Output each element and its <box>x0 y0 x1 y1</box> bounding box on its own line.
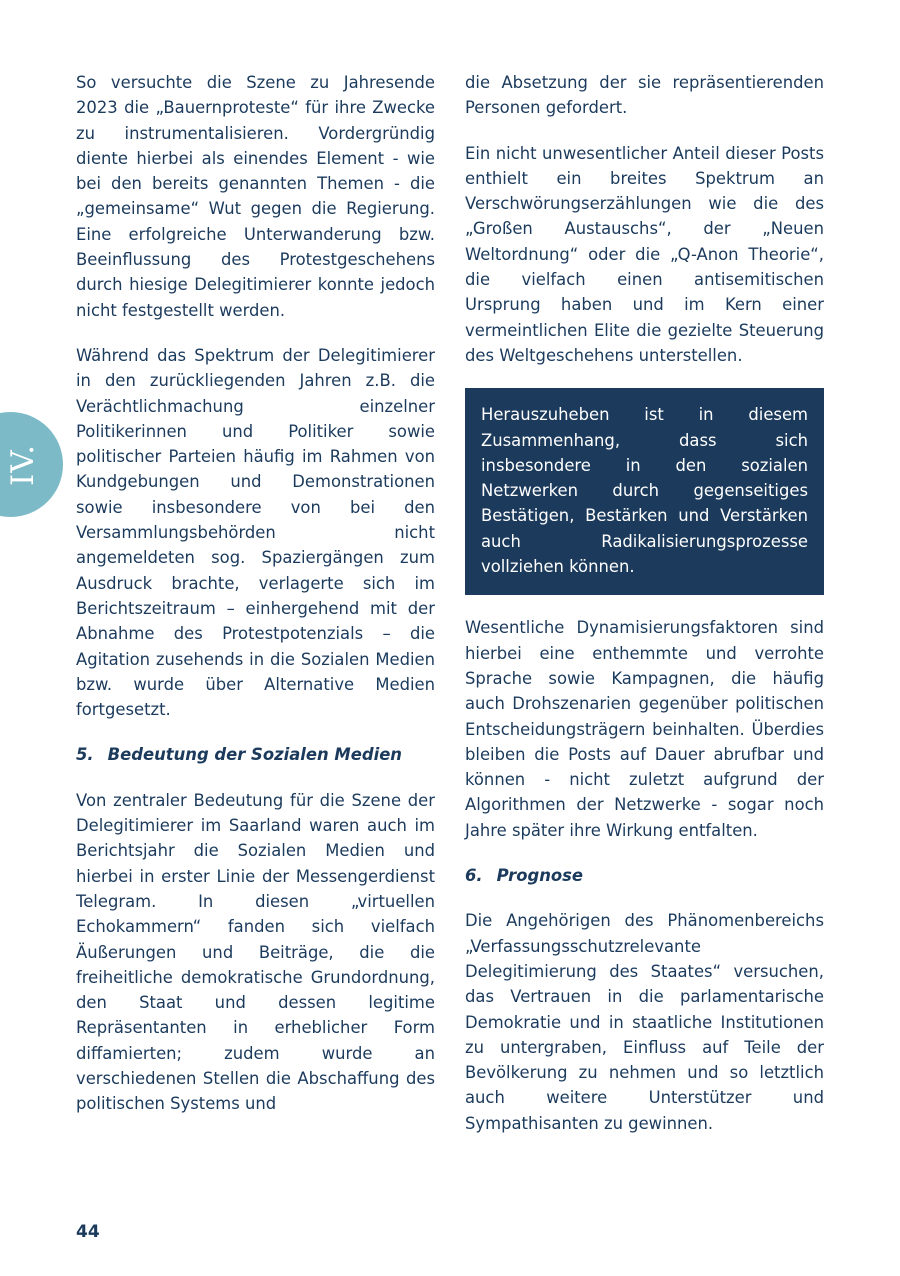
paragraph: So versuchte die Szene zu Jahresende 2023 die „Bauernproteste“ für ihre Zwecke zu instrumentalisieren. Vordergründig diente hierbei als einendes Element - wie bei den bereits genannten Themen - die „gemeinsame“ Wut gegen die Regierung. Eine erfolgreiche Unterwanderung bzw. Beeinflussung des Protestgeschehens durch hiesige Delegitimierer konnte jedoch nicht festgestellt werden. <box>76 73 435 320</box>
section-number: 6. <box>465 866 483 886</box>
callout-box <box>465 388 824 595</box>
paragraph: Wesentliche Dynamisierungsfaktoren sind hierbei eine enthemmte und verrohte Sprache sowie Kampagnen, die häufig auch Drohszenarien gegenüber politischen Entscheidungsträgern beinhalten. Überdies bleiben die Posts auf Dauer abrufbar und können - nicht zuletzt aufgrund der Algorithmen der Netzwerke - sogar noch Jahre später ihre Wirkung entfalten. <box>465 618 824 840</box>
section-heading-5 <box>76 742 435 767</box>
left-column <box>76 70 435 1136</box>
paragraph: Während das Spektrum der Delegitimierer in den zurückliegenden Jahren z.B. die Verächtlichmachung einzelner Politikerinnen und Politiker sowie politischer Parteien häufig im Rahmen von Kundgebungen und Demonstrationen sowie insbesondere von bei den Versammlungsbehörden nicht angemeldeten sog. Spaziergängen zum Ausdruck brachte, verlagerte sich im Berichtszeitraum – einhergehend mit der Abnahme des Protestpotenzials – die Agitation zusehends in die Sozialen Medien bzw. wurde über Alternative Medien fortgesetzt. <box>76 345 435 720</box>
callout-text: Herauszuheben ist in diesem Zusammenhang, dass sich insbesondere in den sozialen Netzwerken durch gegenseitiges Bestätigen, Bestärken und Verstärken auch Radikalisierungsprozesse vollziehen können. <box>481 405 808 577</box>
page-number: 44 <box>76 1222 100 1242</box>
section-title: Prognose <box>496 866 584 886</box>
section-heading-6 <box>465 863 824 888</box>
chapter-marker-tab <box>0 412 63 517</box>
paragraph: Ein nicht unwesentlicher Anteil dieser Posts enthielt ein breites Spektrum an Verschwörungserzählungen wie die des „Großen Austauschs“, der „Neuen Weltordnung“ oder die „Q-Anon Theorie“, die vielfach einen antisemitischen Ursprung haben und im Kern einer vermeintlichen Elite die gezielte Steuerung des Weltgeschehens unterstellen. <box>465 143 824 365</box>
right-column <box>465 70 824 1136</box>
paragraph: Von zentraler Bedeutung für die Szene der Delegitimierer im Saarland waren auch im Berichtsjahr die Sozialen Medien und hierbei in erster Linie der Messengerdienst Telegram. In diesen „virtuellen Echokammern“ fanden sich vielfach Äußerungen und Beiträge, die die freiheitliche demokratische Grundordnung, den Staat und dessen legitime Repräsentanten in erheblicher Form diffamierten; zudem wurde an verschiedenen Stellen die Abschaffung des politischen Systems und <box>76 790 435 1114</box>
section-title: Bedeutung der Sozialen Medien <box>107 745 402 765</box>
chapter-marker-label: IV. <box>5 443 42 486</box>
text-columns <box>76 70 824 1136</box>
paragraph: die Absetzung der sie repräsentierenden Personen gefordert. <box>465 73 824 118</box>
paragraph: Die Angehörigen des Phänomenbereichs „Verfassungsschutzrelevante Delegitimierung des Staates“ versuchen, das Vertrauen in die parlamentarische Demokratie und in staatliche Institutionen zu untergraben, Einfluss auf Teile der Bevölkerung zu nehmen und so letztlich auch weitere Unterstützer und Sympathisanten zu gewinnen. <box>465 911 824 1133</box>
section-number: 5. <box>76 745 94 765</box>
